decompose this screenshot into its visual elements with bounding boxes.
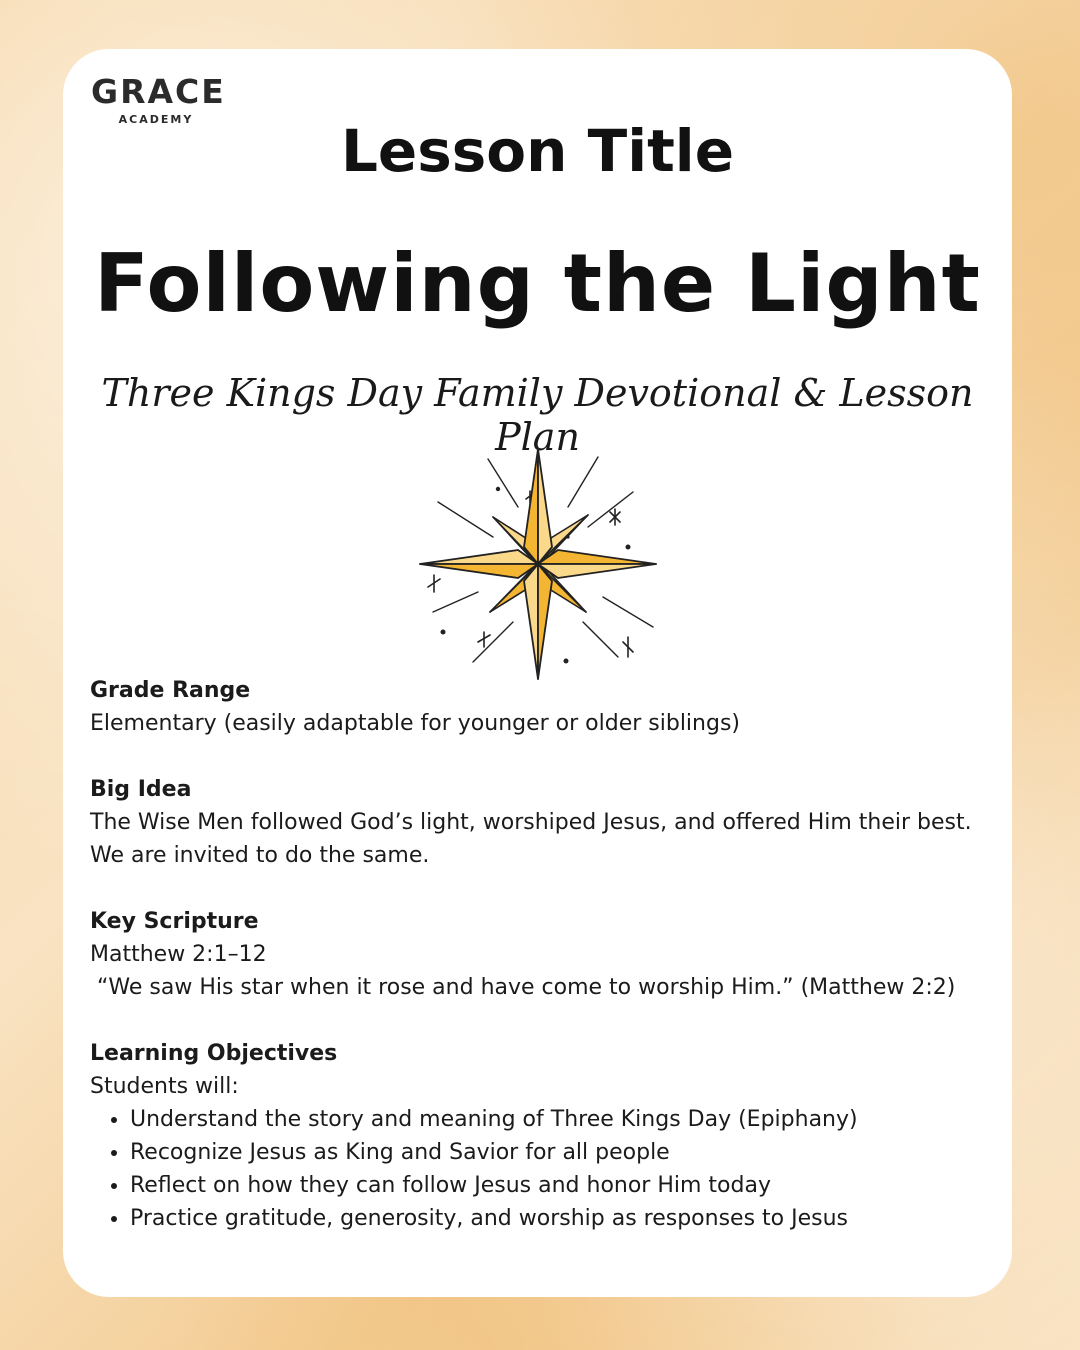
learning-objectives-intro: Students will: xyxy=(90,1074,239,1099)
grade-range-heading: Grade Range xyxy=(90,678,251,703)
list-item: • Understand the story and meaning of Three Kings Day (Epiphany) xyxy=(130,1103,990,1136)
grade-range-text: Elementary (easily adaptable for younger or older siblings) xyxy=(90,711,740,736)
big-idea-text: The Wise Men followed God’s light, worshiped Jesus, and offered Him their best. We are invited to do the same. xyxy=(90,810,972,868)
key-scripture-reference: Matthew 2:1–12 xyxy=(90,942,267,967)
north-star-icon xyxy=(418,447,658,682)
list-item: • Reflect on how they can follow Jesus and honor Him today xyxy=(130,1169,990,1202)
objectives-list xyxy=(90,1103,990,1235)
logo-main-text: GRACE xyxy=(91,72,226,111)
big-idea-heading: Big Idea xyxy=(90,777,192,802)
page-subtitle: Three Kings Day Family Devotional & Lesson Plan xyxy=(101,371,974,459)
lesson-label: Lesson Title xyxy=(340,117,735,185)
key-scripture-heading: Key Scripture xyxy=(90,909,259,934)
logo-sub-text: ACADEMY xyxy=(118,113,194,126)
lesson-content xyxy=(90,674,990,1268)
learning-objectives-section xyxy=(90,1037,990,1235)
big-idea-section xyxy=(90,773,990,872)
grade-range-section xyxy=(90,674,990,740)
key-scripture-section xyxy=(90,905,990,1004)
learning-objectives-heading: Learning Objectives xyxy=(90,1041,338,1066)
list-item: • Practice gratitude, generosity, and worship as responses to Jesus xyxy=(130,1202,990,1235)
page-title: Following the Light xyxy=(94,237,981,330)
key-scripture-quote: “We saw His star when it rose and have come to worship Him.” (Matthew 2:2) xyxy=(90,975,956,1000)
lesson-card xyxy=(63,49,1012,1297)
list-item: • Recognize Jesus as King and Savior for all people xyxy=(130,1136,990,1169)
